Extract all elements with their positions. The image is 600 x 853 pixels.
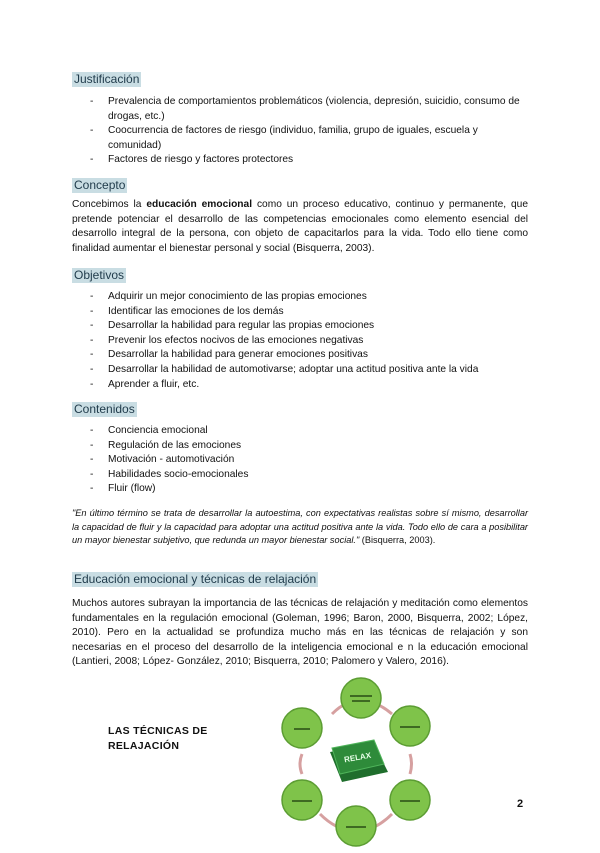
relajacion-paragraph: Muchos autores subrayan la importancia de las técnicas de relajación y meditación como elementos fundamentales en la regulación emocional (Goleman, 1996; Baron, 2000, Bisquerra, 2002; López, 2010). Pero en la actualidad se profundiza mucho más en las técnicas de relajación y son necesarias en el proceso del desarrollo de la inteligencia emocional e n la educación emocional (Lantieri, 2008; López- González, 2010; Bisquerra, 2010; Palomero y Valero, 2016). bbox=[72, 598, 528, 668]
figure-title bbox=[108, 724, 238, 754]
list-item: - Conciencia emocional bbox=[90, 424, 530, 439]
arrow bbox=[300, 754, 302, 774]
heading-concepto: Concepto bbox=[74, 178, 126, 192]
list-item: - Motivación - automotivación bbox=[90, 453, 530, 468]
node-label-line bbox=[400, 800, 420, 802]
list-item: - Desarrollar la habilidad para generar emociones positivas bbox=[90, 348, 530, 363]
heading-contenidos: Contenidos bbox=[74, 402, 135, 416]
list-item: - Coocurrencia de factores de riesgo (individuo, familia, grupo de iguales, escuela y comunidad) bbox=[90, 124, 530, 153]
arrow bbox=[376, 814, 392, 826]
node-label-line bbox=[294, 728, 310, 730]
arrow bbox=[410, 754, 412, 774]
figure-title-text: LAS TÉCNICAS DE RELAJACIÓN bbox=[108, 725, 208, 752]
node-label-line bbox=[346, 826, 366, 828]
list-item: - Adquirir un mejor conocimiento de las propias emociones bbox=[90, 290, 530, 305]
heading-objetivos: Objetivos bbox=[74, 268, 125, 282]
list-item: - Habilidades socio-emocionales bbox=[90, 468, 530, 483]
node-label-line bbox=[352, 700, 370, 702]
list-item: - Desarrollar la habilidad para regular las propias emociones bbox=[90, 319, 530, 334]
list-objetivos bbox=[90, 290, 530, 392]
list-item: - Desarrollar la habilidad de automotivarse; adoptar una actitud positiva ante la vida bbox=[90, 363, 530, 378]
list-item: - Prevenir los efectos nocivos de las emociones negativas bbox=[90, 334, 530, 349]
arrow bbox=[320, 814, 336, 826]
concepto-text-bold: educación emocional bbox=[146, 199, 253, 210]
list-item: - Aprender a fluir, etc. bbox=[90, 378, 530, 393]
quote-text: "En último término se trata de desarrollar la autoestima, con expectativas realistas sobre sí mismo, desarrollar la capacidad de fluir y la capacidad para adoptar una actitud positiva ante la vida. Todo ello de cara a posibilitar un mayor bienestar subjetivo, que redunda un mayor bienestar social." bbox=[72, 508, 528, 546]
list-item: - Fluir (flow) bbox=[90, 482, 530, 497]
node-label-line bbox=[400, 726, 420, 728]
page-number: 2 bbox=[517, 798, 524, 810]
list-item: - Identificar las emociones de los demás bbox=[90, 305, 530, 320]
relaxation-diagram bbox=[270, 676, 442, 848]
concepto-text-after: como un proceso educativo, continuo y permanente, que pretende potenciar el desarrollo de las competencias emocionales como elemento esencial del desarrollo integral de la persona, con objeto de capacitarlos para la vida. Todo ello tiene como finalidad aumentar el bienestar personal y social (Bisquerra, 2003). bbox=[72, 199, 528, 254]
list-item: - Factores de riesgo y factores protectores bbox=[90, 153, 530, 168]
bisquerra-quote bbox=[72, 507, 528, 548]
list-contenidos bbox=[90, 424, 530, 497]
list-item: - Regulación de las emociones bbox=[90, 439, 530, 454]
diagram-node bbox=[341, 678, 381, 718]
list-justificacion bbox=[90, 95, 530, 168]
list-item: - Prevalencia de comportamientos problemáticos (violencia, depresión, suicidio, consumo de drogas, etc.) bbox=[90, 95, 530, 124]
relax-key-icon bbox=[330, 740, 388, 782]
quote-citation: (Bisquerra, 2003). bbox=[361, 535, 436, 546]
concepto-text-before: Concebimos la bbox=[72, 199, 147, 210]
heading-justificacion: Justificación bbox=[74, 72, 140, 86]
heading-relajacion: Educación emocional y técnicas de relajación bbox=[74, 572, 317, 586]
relax-key-label: RELAX bbox=[343, 750, 372, 765]
node-label-line bbox=[292, 800, 312, 802]
node-label-line bbox=[350, 695, 372, 697]
concepto-paragraph bbox=[72, 198, 528, 256]
